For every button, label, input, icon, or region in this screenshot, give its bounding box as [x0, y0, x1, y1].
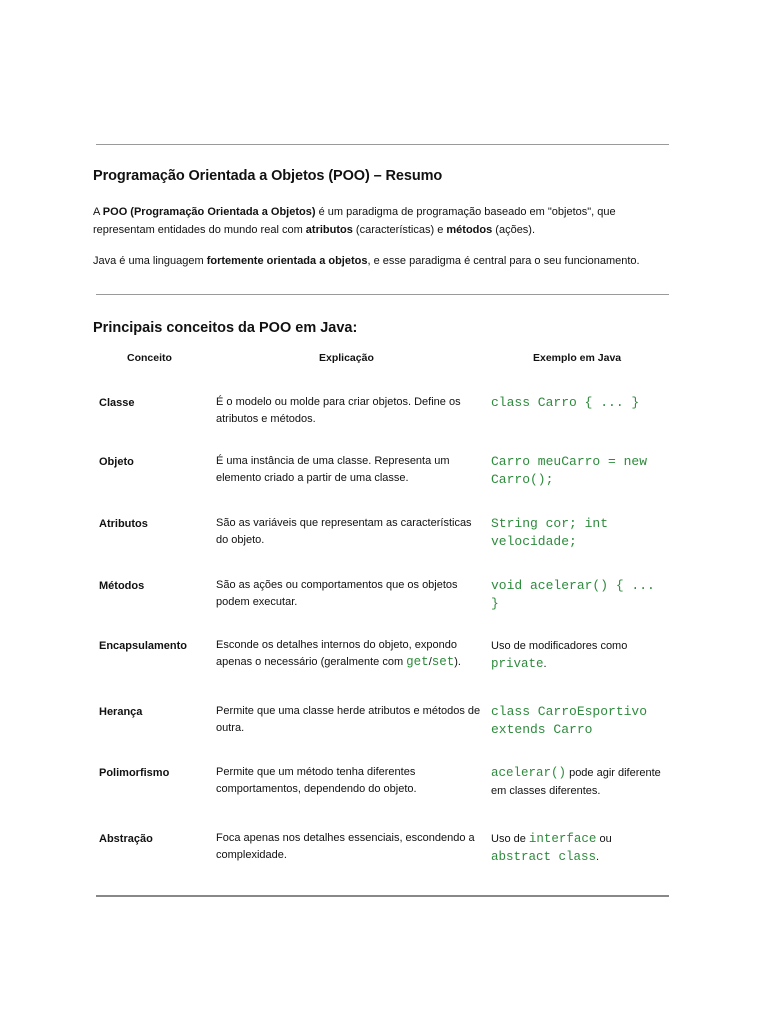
concept-description: Permite que um método tenha diferentes comportamentos, dependendo do objeto.: [216, 766, 417, 795]
concept-name: Abstração: [99, 833, 153, 845]
concept-description: É o modelo ou molde para criar objetos. Define os atributos e métodos.: [216, 396, 461, 425]
java-note-paragraph: [93, 252, 693, 270]
column-header-exemplo: Exemplo em Java: [533, 352, 622, 364]
java-example: [491, 830, 671, 866]
intro-paragraph: [93, 203, 673, 239]
table-row: [0, 764, 768, 820]
table-row: [0, 830, 768, 886]
example-text: pode agir diferente em classes diferentes.: [491, 767, 661, 797]
intro-text: A: [93, 206, 103, 218]
inline-code-acelerar: acelerar(): [491, 766, 567, 780]
inline-code-set: set: [431, 655, 455, 669]
concept-description: Foca apenas nos detalhes essenciais, escondendo a complexidade.: [216, 832, 475, 861]
intro-text: (características) e: [352, 224, 447, 236]
java-note-text: Java é uma linguagem: [93, 255, 207, 267]
java-note-text: , e esse paradigma é central para o seu funcionamento.: [367, 255, 640, 267]
description-text: ).: [454, 656, 461, 668]
inline-code-get: get: [406, 655, 429, 669]
example-text: Uso de: [491, 833, 529, 845]
concept-name: Polimorfismo: [99, 767, 170, 779]
table-row: [0, 577, 768, 633]
inline-code-abstract-class: abstract class: [491, 850, 597, 864]
intro-bold-atributos: atributos: [305, 224, 353, 236]
table-row: [0, 703, 768, 759]
java-note-bold: fortemente orientada a objetos: [206, 255, 368, 267]
column-header-explicacao: Explicação: [319, 352, 374, 364]
example-text: Uso de modificadores como: [491, 640, 628, 652]
java-example: class CarroEsportivo extends Carro: [491, 704, 648, 737]
concept-description: É uma instância de uma classe. Representa um elemento criado a partir de uma classe.: [216, 455, 450, 484]
concept-name: Objeto: [99, 456, 134, 468]
example-text: .: [596, 851, 600, 863]
concept-description: São as ações ou comportamentos que os objetos podem executar.: [216, 579, 458, 608]
java-example: [491, 764, 671, 800]
table-row: [0, 394, 768, 450]
java-example: void acelerar() { ... }: [491, 578, 655, 611]
section-title: Principais conceitos da POO em Java:: [93, 320, 358, 336]
bottom-divider: [96, 895, 669, 897]
middle-divider: [96, 294, 669, 295]
description-text: /: [428, 656, 432, 668]
concept-name: Métodos: [99, 580, 145, 592]
concept-name: Herança: [99, 706, 143, 718]
intro-bold-metodos: métodos: [446, 224, 493, 236]
java-example: String cor; int velocidade;: [491, 516, 609, 549]
concept-description: São as variáveis que representam as características do objeto.: [216, 517, 472, 546]
example-text: .: [543, 658, 547, 670]
table-row: [0, 515, 768, 571]
intro-text: (ações).: [492, 224, 536, 236]
concept-name: Classe: [99, 397, 135, 409]
concept-description: [216, 637, 484, 671]
java-example: Carro meuCarro = new Carro();: [491, 454, 648, 487]
table-row: [0, 453, 768, 509]
intro-text: é um paradigma de programação baseado em "objetos", que representam entidades do mundo real com: [93, 206, 616, 236]
table-row: [0, 637, 768, 693]
description-text: Esconde os detalhes internos do objeto, expondo apenas o necessário (geralmente com: [216, 639, 457, 668]
java-example: [491, 637, 671, 673]
example-text: ou: [596, 833, 612, 845]
java-example: class Carro { ... }: [491, 395, 640, 410]
inline-code-interface: interface: [528, 832, 597, 846]
top-divider: [96, 144, 669, 145]
concept-description: Permite que uma classe herde atributos e métodos de outra.: [216, 705, 481, 734]
concept-name: Atributos: [99, 518, 148, 530]
column-header-conceito: Conceito: [127, 352, 172, 364]
intro-bold-poo: POO (Programação Orientada a Objetos): [102, 206, 316, 218]
inline-code-private: private: [491, 657, 544, 671]
concept-name: Encapsulamento: [99, 640, 188, 652]
document-title: Programação Orientada a Objetos (POO) – Resumo: [93, 168, 443, 184]
